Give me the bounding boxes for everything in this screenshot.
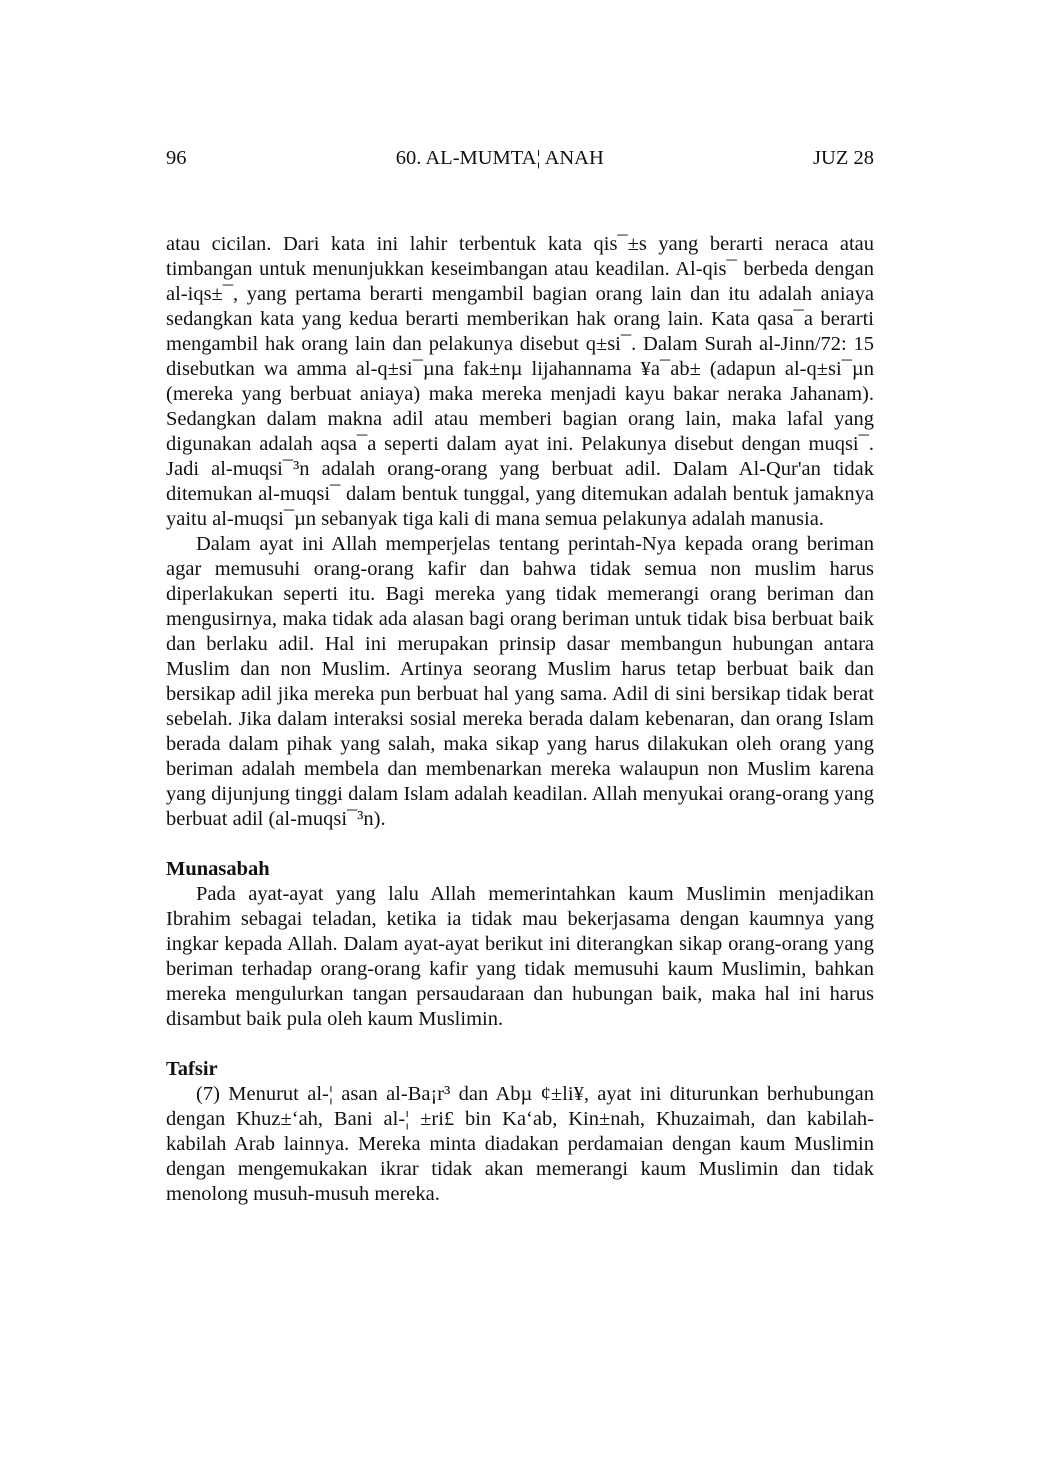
surah-title: 60. AL-MUMTA¦ ANAH [395, 147, 604, 169]
tafsir-heading: Tafsir [166, 1058, 218, 1080]
paragraph-tafsir: (7) Menurut al-¦ asan al-Ba¡r³ dan Abµ ¢±li¥, ayat ini diturunkan berhubungan dengan Khuz±‘ah, Bani al-¦ ±ri£ bin Ka‘ab, Kin±nah, Khuzaimah, dan kabilah-kabilah Arab lainnya. Mereka minta diadakan perdamaian dengan kaum Muslimin dengan mengemukakan ikrar tidak akan memerangi kaum Muslimin dan tidak menolong musuh-musuh mereka. [166, 1083, 874, 1205]
section-spacer [166, 832, 874, 857]
section-spacer [166, 1032, 874, 1057]
munasabah-heading: Munasabah [166, 858, 270, 880]
paragraph-munasabah: Pada ayat-ayat yang lalu Allah memerintahkan kaum Muslimin menjadikan Ibrahim sebagai teladan, ketika ia tidak mau bekerjasama dengan kaumnya yang ingkar kepada Allah. Dalam ayat-ayat berikut ini diterangkan sikap orang-orang yang beriman terhadap orang-orang kafir yang tidak memusuhi kaum Muslimin, bahkan mereka mengulurkan tangan persaudaraan dan hubungan baik, maka hal ini harus disambut baik pula oleh kaum Muslimin. [166, 883, 874, 1030]
paragraph-qist: atau cicilan. Dari kata ini lahir terbentuk kata qis¯±s yang berarti neraca atau timbangan untuk menunjukkan keseimbangan atau keadilan. Al-qis¯ berbeda dengan al-iqs±¯, yang pertama berarti mengambil bagian orang lain dan itu adalah aniaya sedangkan kata yang kedua berarti memberikan hak orang lain. Kata qasa¯a berarti mengambil hak orang lain dan pelakunya disebut q±si¯. Dalam Surah al-Jinn/72: 15 disebutkan wa amma al-q±si¯µna fak±nµ lijahannama ¥a¯ab± (adapun al-q±si¯µn (mereka yang berbuat aniaya) maka mereka menjadi kayu bakar neraka Jahanam). Sedangkan dalam makna adil atau memberi bagian orang lain, maka lafal yang digunakan adalah aqsa¯a seperti dalam ayat ini. Pelakunya disebut dengan muqsi¯. Jadi al-muqsi¯³n adalah orang-orang yang berbuat adil. Dalam Al-Qur'an tidak ditemukan al-muqsi¯ dalam bentuk tunggal, yang ditemukan adalah bentuk jamaknya yaitu al-muqsi¯µn sebanyak tiga kali di mana semua pelakunya adalah manusia. [166, 233, 874, 530]
page-number: 96 [166, 147, 187, 169]
juz-label: JUZ 28 [813, 147, 874, 169]
paragraph-adil: Dalam ayat ini Allah memperjelas tentang perintah-Nya kepada orang beriman agar memusuhi orang-orang kafir dan bahwa tidak semua non muslim harus diperlakukan seperti itu. Bagi mereka yang tidak memerangi orang beriman dan mengusirnya, maka tidak ada alasan bagi orang beriman untuk tidak bisa berbuat baik dan berlaku adil. Hal ini merupakan prinsip dasar membangun hubungan antara Muslim dan non Muslim. Artinya seorang Muslim harus tetap berbuat baik dan bersikap adil jika mereka pun berbuat hal yang sama. Adil di sini bersikap tidak berat sebelah. Jika dalam interaksi sosial mereka berada dalam kebenaran, dan orang Islam berada dalam pihak yang salah, maka sikap yang harus dilakukan oleh orang yang beriman adalah membela dan membenarkan mereka walaupun non Muslim karena yang dijunjung tinggi dalam Islam adalah keadilan. Allah menyukai orang-orang yang berbuat adil (al-muqsi¯³n). [166, 533, 874, 830]
body-text [166, 232, 874, 1207]
running-header [166, 144, 874, 172]
